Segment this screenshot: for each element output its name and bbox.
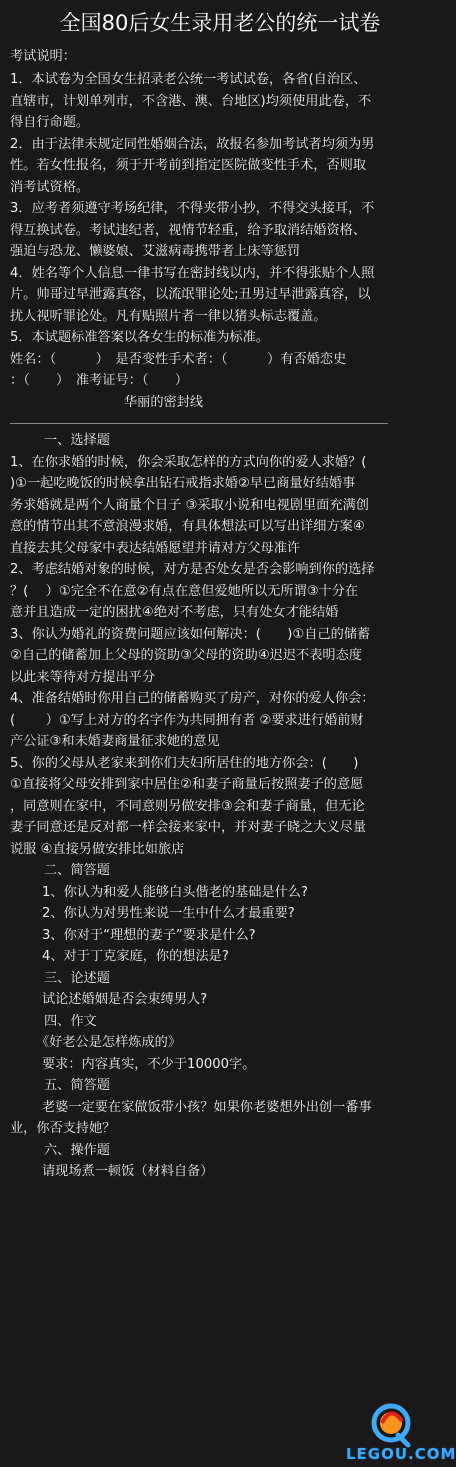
- instruction-line: 强迫与恐龙、懒婆娘、艾滋病毒携带者上床等惩罚: [10, 244, 301, 259]
- watermark-text: LEGOU.COM: [346, 1445, 456, 1463]
- question-line: 4、准备结婚时你用自己的储蓄购买了房产，对你的爱人你会：: [10, 691, 375, 706]
- essay-question: 试论述婚姻是否会束缚男人?: [42, 992, 208, 1007]
- instruction-line: 3．应考者须遵守考场纪律，不得夹带小抄，不得交头接耳，不: [10, 201, 375, 216]
- composition-topic: 《好老公是怎样炼成的》: [36, 1035, 182, 1050]
- section-heading: 一、选择题: [44, 433, 110, 448]
- question-line: 1、在你求婚的时候，你会采取怎样的方式向你的爱人求婚？(: [10, 454, 367, 470]
- choice-questions: [0, 452, 432, 861]
- seal-line-label: 华丽的密封线: [124, 394, 204, 410]
- section-heading: 六、操作题: [44, 1142, 110, 1158]
- section-heading: 三、论述题: [44, 970, 110, 986]
- instruction-line: 1．本试卷为全国女生招录老公统一考试试卷，各省(自治区、: [10, 72, 367, 87]
- instruction-line: 4．姓名等个人信息一律书写在密封线以内，并不得张贴个人照: [10, 265, 375, 281]
- candidate-info-line: 姓名：（ ） 是否变性手术者：（ ）有否婚恋史: [10, 351, 347, 367]
- question-line: 务求婚就是两个人商量个日子 ③采取小说和电视剧里面充满创: [10, 497, 369, 513]
- question-line: 3、你认为婚礼的资费问题应该如何解决：( )①自己的储蓄: [10, 626, 371, 642]
- question-line: ？( ）①完全不在意②有点在意但爱她所以无所谓③十分在: [10, 583, 359, 599]
- instruction-line: 得互换试卷。考试违纪者，视情节轻重，给予取消结婚资格、: [10, 222, 367, 238]
- question-line: 说服 ④直接另做安排比如旅店: [10, 841, 185, 857]
- question-line: 直接去其父母家中表达结婚愿望并请对方父母准许: [10, 540, 301, 556]
- section-heading: 二、简答题: [44, 863, 110, 878]
- instructions-block: [0, 69, 430, 349]
- instruction-line: 性。若女性报名，须于开考前到指定医院做变性手术，否则取: [10, 158, 367, 173]
- question-line: 5、你的父母从老家来到你们夫妇所居住的地方你会：( ): [10, 755, 359, 771]
- question-line: 意的情节出其不意浪漫求婚，有具体想法可以写出详细方案④: [10, 519, 365, 534]
- question-line: )①一起吃晚饭的时候拿出钻石戒指求婚②早已商量好结婚事: [10, 476, 356, 491]
- question-line: 以此来等待对方提出平分: [10, 669, 156, 685]
- question-line: 产公证③和未婚妻商量征求她的意见: [10, 734, 220, 749]
- page-title: 全国80后女生录用老公的统一试卷: [59, 11, 381, 35]
- short-answer-question: 4、对于丁克家庭，你的想法是?: [42, 949, 229, 964]
- instruction-line: 消考试资格。: [10, 179, 90, 195]
- short-answer-question: 3、你对于“理想的妻子”要求是什么?: [42, 927, 256, 943]
- instruction-line: 2．由于法律未规定同性婚姻合法，故报名参加考试者均须为男: [10, 136, 375, 152]
- instruction-line: 5．本试题标准答案以各女生的标准为标准。: [10, 330, 269, 345]
- question-line: 妻子同意还是反对都一样会接来家中，并对妻子晓之大义尽量: [10, 820, 367, 835]
- practical-task: 请现场煮一顿饭（材料自备）: [42, 1164, 214, 1179]
- short-answer-question: 2、你认为对男性来说一生中什么才最重要?: [42, 906, 295, 921]
- instruction-line: 片。帅哥过早泄露真容，以流氓罪论处;丑男过早泄露真容，以: [10, 287, 371, 302]
- instruction-line: 直辖市，计划单列市，不含港、澳、台地区)均须使用此卷，不: [10, 93, 372, 109]
- section-heading: 五、简答题: [44, 1078, 110, 1093]
- question-line: ，同意则在家中，不同意则另做安排③会和妻子商量，但无论: [10, 798, 365, 814]
- short-answer-line: 业，你否支持她？: [10, 1121, 116, 1136]
- instruction-line: 得自行命题。: [10, 115, 90, 130]
- question-line: ①直接将父母安排到家中居住②和妻子商量后按照妻子的意愿: [10, 777, 364, 792]
- section-heading: 四、作文: [44, 1013, 97, 1029]
- instruction-line: 扰人视听罪论处。凡有贴照片者一律以猪头标志覆盖。: [10, 308, 327, 324]
- question-line: ( ）①写上对方的名字作为共同拥有者 ②要求进行婚前财: [10, 712, 364, 728]
- question-line: 意并且造成一定的困扰④绝对不考虑，只有处女才能结婚: [10, 605, 339, 620]
- composition-requirement: 要求：内容真实，不少于10000字。: [42, 1056, 256, 1072]
- site-watermark-logo: [346, 1401, 456, 1465]
- short-answer-line: 老婆一定要在家做饭带小孩？如果你老婆想外出创一番事: [42, 1099, 372, 1115]
- question-line: ②自己的储蓄加上父母的资助③父母的资助④迟迟不表明态度: [10, 648, 362, 663]
- short-answer-question: 1、你认为和爱人能够白头偕老的基础是什么?: [42, 884, 308, 900]
- candidate-info-line: ：（ ） 准考证号：（ ）: [10, 373, 189, 388]
- question-line: 2、考虑结婚对象的时候，对方是否处女是否会影响到你的选择: [10, 562, 375, 577]
- instructions-heading: 考试说明：: [10, 49, 76, 64]
